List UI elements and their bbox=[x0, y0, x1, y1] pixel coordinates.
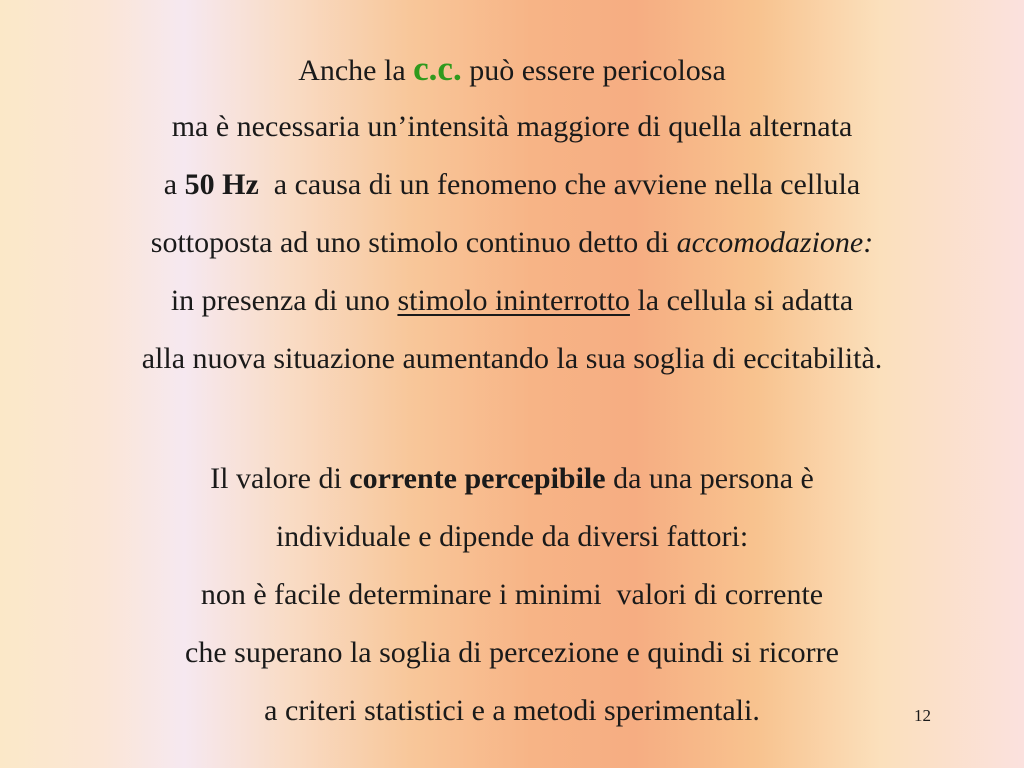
p1-line-5-text-b: la cellula si adatta bbox=[629, 284, 854, 317]
p1-line-6: alla nuova situazione aumentando la sua soglia di eccitabilità. bbox=[141, 342, 883, 375]
p1-line-4 bbox=[0, 228, 1024, 286]
p2-line-5: a criteri statistici e a metodi sperimentali. bbox=[264, 694, 760, 727]
p2-line-1-text-b: da una persona è bbox=[605, 462, 814, 495]
p1-line-1 bbox=[0, 49, 1024, 112]
p1-line-5-text-a: in presenza di uno bbox=[170, 284, 398, 317]
p1-line-4-text-a: sottoposta ad uno stimolo continuo detto di bbox=[150, 226, 677, 259]
p1-line-1-text-b: può essere pericolosa bbox=[461, 54, 726, 87]
frequency-term: 50 Hz bbox=[184, 168, 259, 201]
p2-line-1-text-a: Il valore di bbox=[210, 462, 350, 495]
p1-line-1-text-a: Anche la bbox=[298, 54, 414, 87]
p1-line-3-text-b: a causa di un fenomeno che avviene nella cellula bbox=[258, 168, 861, 201]
corrente-percepibile-term: corrente percepibile bbox=[349, 462, 606, 495]
p1-line-2: ma è necessaria un’intensità maggiore di quella alternata bbox=[171, 110, 853, 143]
p2-line-4: che superano la soglia di percezione e quindi si ricorre bbox=[185, 636, 839, 669]
p1-line-3-text-a: a bbox=[163, 168, 185, 201]
p2-line-1 bbox=[0, 464, 1024, 522]
slide-body bbox=[0, 49, 1024, 754]
cc-term: c.c. bbox=[413, 49, 462, 88]
paragraph-gap bbox=[0, 402, 1024, 464]
p1-line-5 bbox=[0, 286, 1024, 344]
p2-line-2: individuale e dipende da diversi fattori: bbox=[275, 520, 749, 553]
accomodazione-term: accomodazione: bbox=[676, 226, 874, 259]
page-number: 12 bbox=[914, 706, 931, 725]
stimolo-ininterrotto-link[interactable]: stimolo ininterrotto bbox=[397, 284, 630, 317]
p1-line-3 bbox=[0, 170, 1024, 228]
p2-line-3: non è facile determinare i minimi valori di corrente bbox=[200, 578, 824, 611]
